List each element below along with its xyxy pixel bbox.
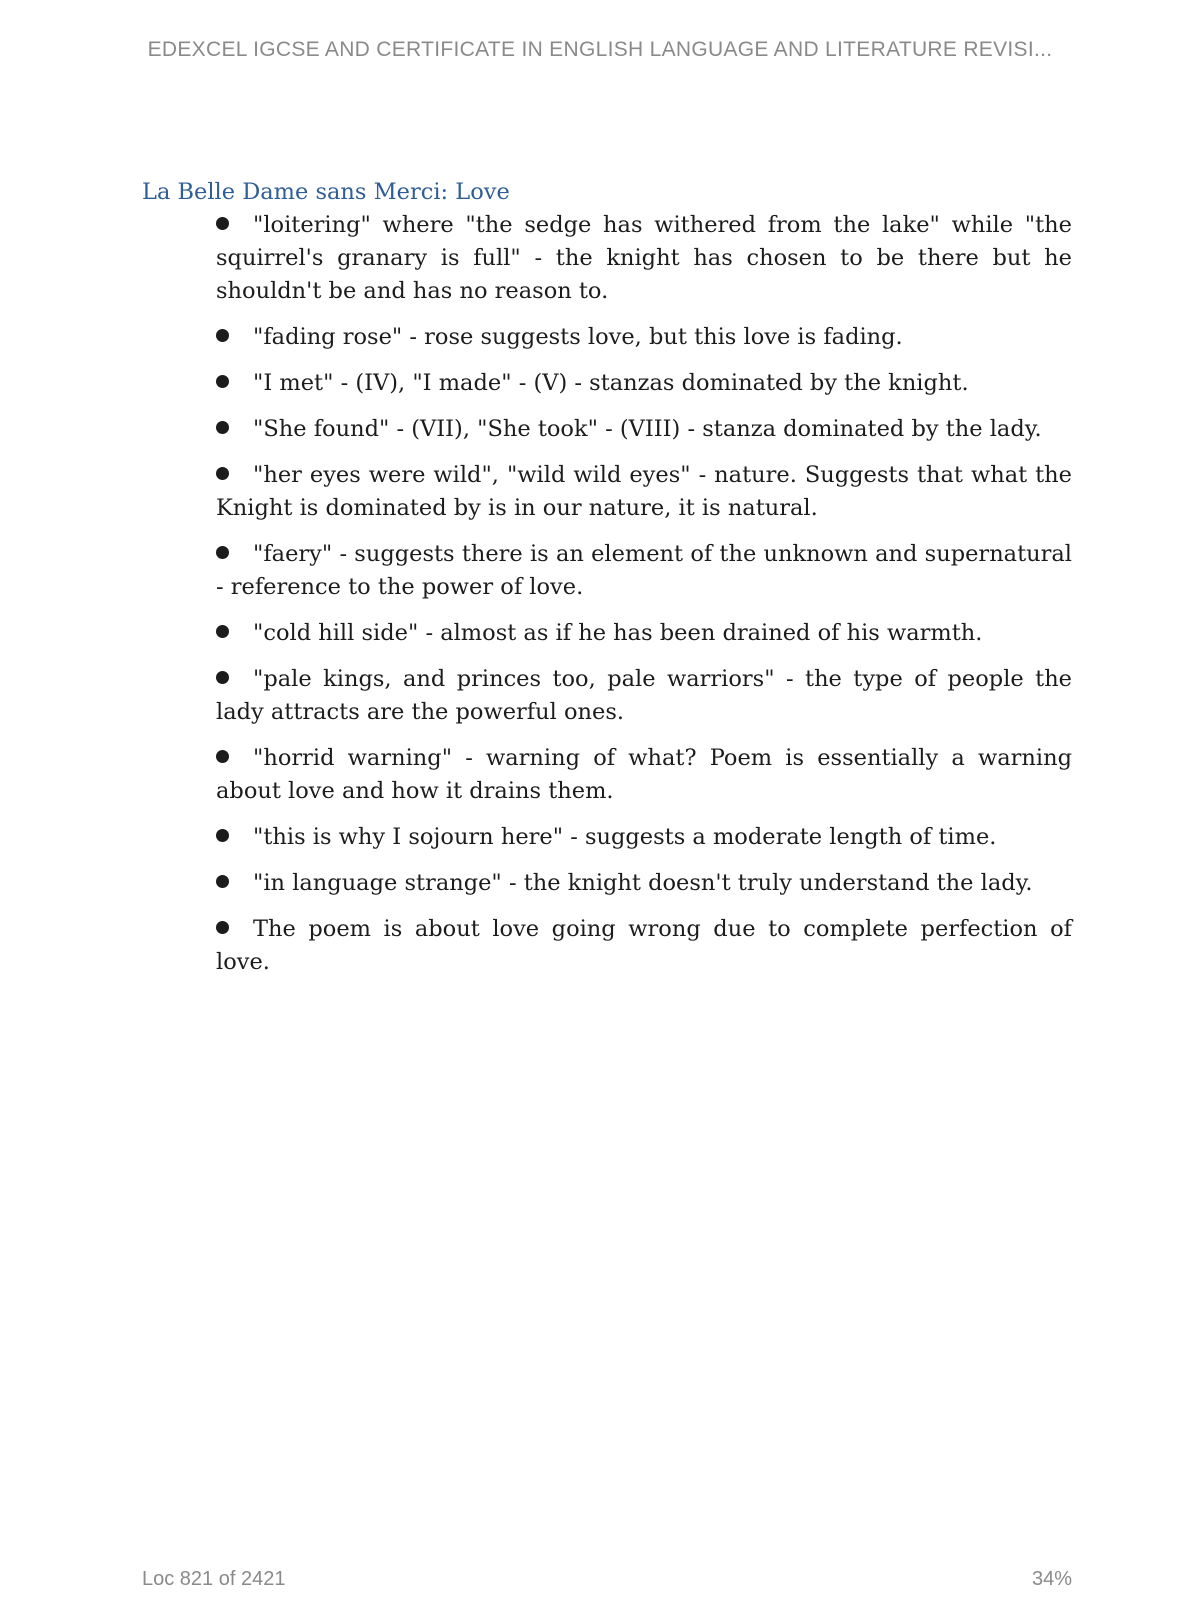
book-title-header[interactable]: EDEXCEL IGCSE AND CERTIFICATE IN ENGLISH LANGUAGE AND LITERATURE REVISI... — [147, 38, 1053, 61]
list-item-text: The poem is about love going wrong due to complete perfection of love. — [216, 916, 1072, 976]
list-item-text: "fading rose" - rose suggests love, but this love is fading. — [253, 324, 903, 351]
list-item-text: "She found" - (VII), "She took" - (VIII) - stanza dominated by the lady. — [253, 416, 1042, 443]
bullet-icon — [216, 875, 229, 888]
bullet-icon — [216, 750, 229, 763]
bullet-icon — [216, 329, 229, 342]
bullet-icon — [216, 625, 229, 638]
list-item-text: "loitering" where "the sedge has withered from the lake" while "the squirrel's granary is full" - the knight has chosen to be there but he shouldn't be and has no reason to. — [216, 212, 1072, 305]
list-item-text: "I met" - (IV), "I made" - (V) - stanzas dominated by the knight. — [253, 370, 969, 397]
bullet-icon — [216, 829, 229, 842]
bullet-icon — [216, 421, 229, 434]
list-item — [216, 367, 1072, 400]
reading-pane[interactable] — [142, 178, 1072, 992]
list-item-text: "pale kings, and princes too, pale warriors" - the type of people the lady attracts are the powerful ones. — [216, 666, 1072, 726]
list-item — [216, 663, 1072, 729]
list-item — [216, 913, 1072, 979]
list-item — [216, 209, 1072, 308]
section-title: La Belle Dame sans Merci: Love — [142, 179, 510, 205]
list-item-text: "faery" - suggests there is an element of the unknown and supernatural - reference to the power of love. — [216, 541, 1072, 601]
bullet-icon — [216, 921, 229, 934]
bullet-icon — [216, 375, 229, 388]
list-item-text: "this is why I sojourn here" - suggests a moderate length of time. — [253, 824, 997, 851]
list-item — [216, 867, 1072, 900]
list-item — [216, 821, 1072, 854]
list-item-text: "cold hill side" - almost as if he has been drained of his warmth. — [253, 620, 983, 647]
list-item — [216, 413, 1072, 446]
list-item-text: "her eyes were wild", "wild wild eyes" - nature. Suggests that what the Knight is dominated by is in our nature, it is natural. — [216, 462, 1072, 522]
bullet-icon — [216, 671, 229, 684]
list-item — [216, 538, 1072, 604]
list-item-text: "horrid warning" - warning of what? Poem is essentially a warning about love and how it drains them. — [216, 745, 1072, 805]
bullet-icon — [216, 467, 229, 480]
list-item-text: "in language strange" - the knight doesn't truly understand the lady. — [253, 870, 1033, 897]
bullet-icon — [216, 217, 229, 230]
progress-percent: 34% — [1031, 1568, 1072, 1590]
list-item — [216, 321, 1072, 354]
list-item — [216, 742, 1072, 808]
list-item — [216, 617, 1072, 650]
location-indicator[interactable]: Loc 821 of 2421 — [142, 1568, 286, 1590]
bullet-list — [142, 209, 1072, 979]
list-item — [216, 459, 1072, 525]
bullet-icon — [216, 546, 229, 559]
